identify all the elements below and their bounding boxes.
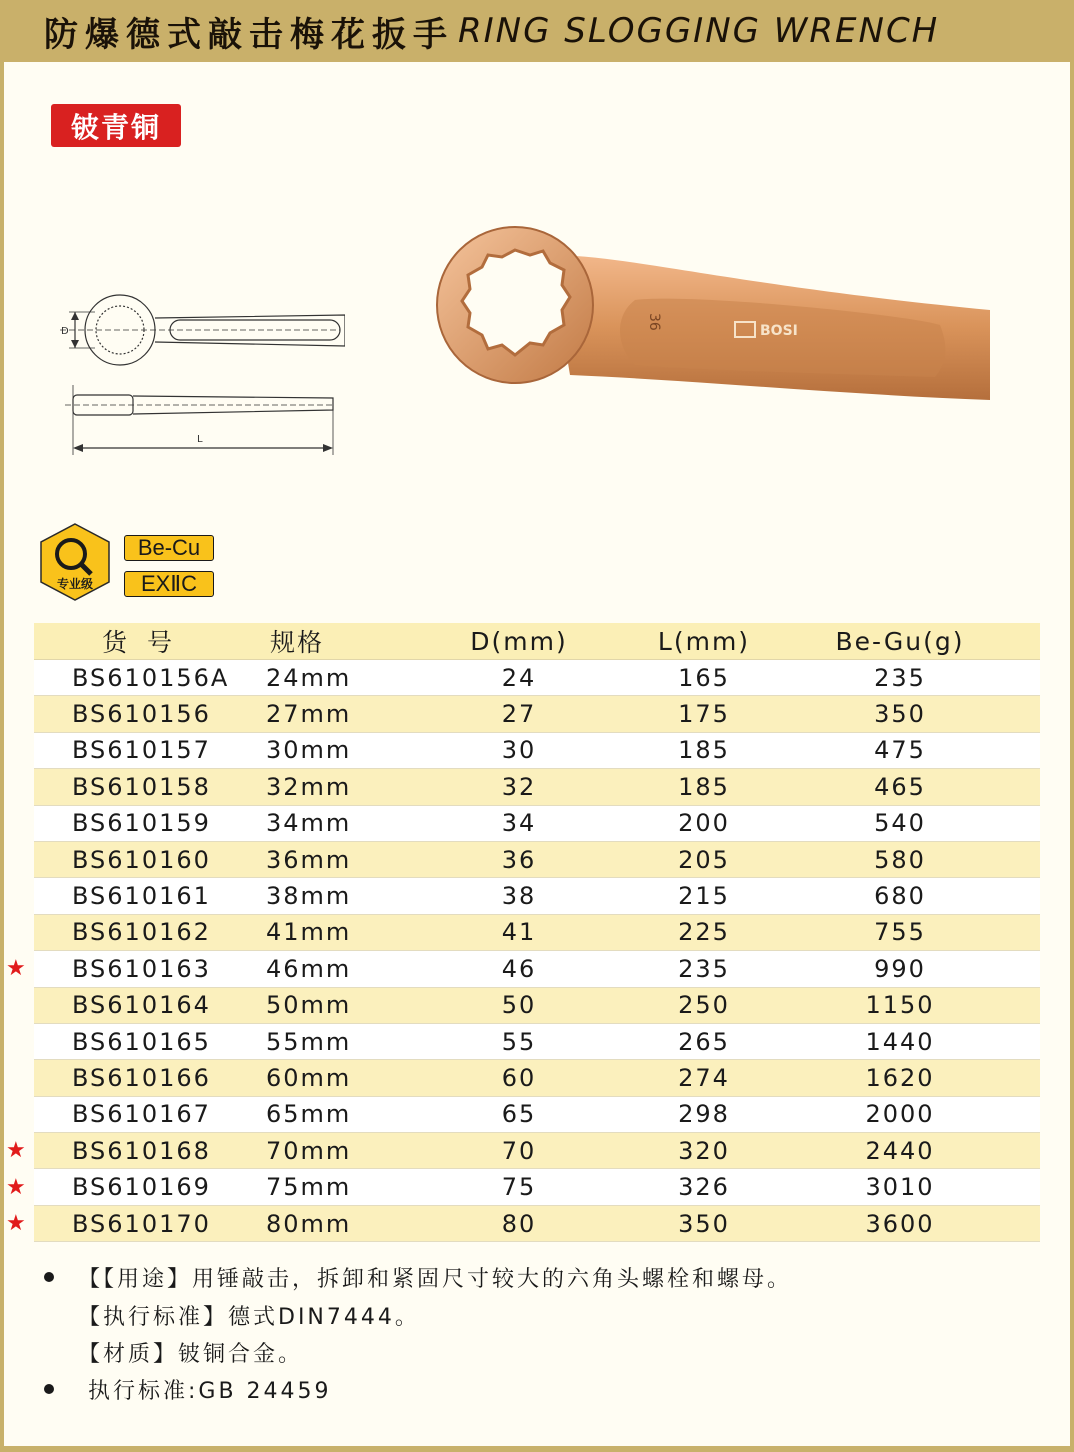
cell-size: 60mm xyxy=(266,1060,390,1096)
cell-l: 326 xyxy=(648,1169,760,1205)
cell-code: BS610156A xyxy=(34,660,266,696)
cell-d: 60 xyxy=(390,1060,648,1096)
cell-weight: 350 xyxy=(760,696,1040,732)
cell-l: 265 xyxy=(648,1023,760,1059)
cell-d: 27 xyxy=(390,696,648,732)
cell-d: 34 xyxy=(390,805,648,841)
bullet-icon xyxy=(44,1272,54,1282)
cell-weight: 1440 xyxy=(760,1023,1040,1059)
cell-weight: 475 xyxy=(760,732,1040,768)
cell-code: BS610158 xyxy=(34,769,266,805)
cell-code: BS610164 xyxy=(34,987,266,1023)
material-tag: 铍青铜 xyxy=(51,104,181,147)
cell-l: 250 xyxy=(648,987,760,1023)
cell-size: 24mm xyxy=(266,660,390,696)
header-size: 规格 xyxy=(266,623,390,660)
badge-hex-label: 专业级 xyxy=(56,577,94,591)
cell-code: BS610170 xyxy=(34,1205,266,1241)
cell-code: BS610165 xyxy=(34,1023,266,1059)
table-row xyxy=(34,696,1040,732)
table-row xyxy=(34,732,1040,768)
table-row xyxy=(34,987,1040,1023)
star-icon: ★ xyxy=(6,1174,26,1200)
cell-weight: 2000 xyxy=(760,1096,1040,1132)
cell-d: 41 xyxy=(390,914,648,950)
table-row xyxy=(34,1205,1040,1241)
size-stamp: 36 xyxy=(646,313,662,331)
note-standard-gb: 执行标准:GB 24459 xyxy=(88,1379,332,1404)
brand-stamp: BOSI xyxy=(760,323,798,339)
table-header-row xyxy=(34,623,1040,660)
cell-size: 36mm xyxy=(266,841,390,877)
dimension-d-label: D xyxy=(61,326,69,337)
explosion-class-badge: EXⅡC xyxy=(124,571,214,597)
cell-d: 65 xyxy=(390,1096,648,1132)
title-en: RING SLOGGING WRENCH xyxy=(458,11,940,51)
cell-code: BS610161 xyxy=(34,878,266,914)
cell-l: 185 xyxy=(648,732,760,768)
cell-d: 55 xyxy=(390,1023,648,1059)
header-d: D(mm) xyxy=(390,623,648,660)
cell-code: BS610166 xyxy=(34,1060,266,1096)
cell-size: 38mm xyxy=(266,878,390,914)
cell-d: 36 xyxy=(390,841,648,877)
cell-d: 75 xyxy=(390,1169,648,1205)
cell-code: BS610169 xyxy=(34,1169,266,1205)
note-material: 【材质】铍铜合金。 xyxy=(78,1342,304,1367)
cell-d: 80 xyxy=(390,1205,648,1241)
table-row xyxy=(34,1096,1040,1132)
technical-drawing xyxy=(55,290,345,460)
table-row xyxy=(34,1060,1040,1096)
cell-size: 65mm xyxy=(266,1096,390,1132)
professional-grade-icon xyxy=(35,522,115,602)
cell-size: 34mm xyxy=(266,805,390,841)
cell-l: 215 xyxy=(648,878,760,914)
note-usage: 【【用途】用锤敲击，拆卸和紧固尺寸较大的六角头螺栓和螺母。 xyxy=(78,1267,793,1292)
table-row xyxy=(34,914,1040,950)
cell-l: 350 xyxy=(648,1205,760,1241)
cell-l: 225 xyxy=(648,914,760,950)
cell-weight: 540 xyxy=(760,805,1040,841)
cell-d: 46 xyxy=(390,951,648,987)
cell-d: 32 xyxy=(390,769,648,805)
table-row xyxy=(34,841,1040,877)
cell-d: 70 xyxy=(390,1133,648,1169)
cell-code: BS610160 xyxy=(34,841,266,877)
cell-code: BS610157 xyxy=(34,732,266,768)
cell-l: 185 xyxy=(648,769,760,805)
cell-d: 50 xyxy=(390,987,648,1023)
cell-weight: 1150 xyxy=(760,987,1040,1023)
cell-l: 320 xyxy=(648,1133,760,1169)
table-row xyxy=(34,805,1040,841)
cell-code: BS610156 xyxy=(34,696,266,732)
table-row xyxy=(34,1133,1040,1169)
cell-size: 30mm xyxy=(266,732,390,768)
star-icon: ★ xyxy=(6,956,26,982)
cell-weight: 235 xyxy=(760,660,1040,696)
cell-size: 27mm xyxy=(266,696,390,732)
cell-l: 200 xyxy=(648,805,760,841)
cell-l: 165 xyxy=(648,660,760,696)
star-icon: ★ xyxy=(6,1138,26,1164)
cell-code: BS610159 xyxy=(34,805,266,841)
cell-d: 24 xyxy=(390,660,648,696)
cell-l: 274 xyxy=(648,1060,760,1096)
cell-weight: 2440 xyxy=(760,1133,1040,1169)
cell-weight: 580 xyxy=(760,841,1040,877)
material-badge: Be-Cu xyxy=(124,535,214,561)
table-row xyxy=(34,660,1040,696)
cell-weight: 1620 xyxy=(760,1060,1040,1096)
cell-weight: 3010 xyxy=(760,1169,1040,1205)
table-row xyxy=(34,769,1040,805)
cell-size: 46mm xyxy=(266,951,390,987)
cell-l: 298 xyxy=(648,1096,760,1132)
cell-l: 235 xyxy=(648,951,760,987)
cell-code: BS610167 xyxy=(34,1096,266,1132)
cell-size: 55mm xyxy=(266,1023,390,1059)
cell-size: 70mm xyxy=(266,1133,390,1169)
cell-size: 75mm xyxy=(266,1169,390,1205)
cell-size: 50mm xyxy=(266,987,390,1023)
cell-weight: 755 xyxy=(760,914,1040,950)
cell-d: 38 xyxy=(390,878,648,914)
note-standard-din: 【执行标准】德式DIN7444。 xyxy=(78,1305,420,1330)
cell-l: 205 xyxy=(648,841,760,877)
title-cn: 防爆德式敲击梅花扳手 xyxy=(44,14,454,55)
page-header xyxy=(0,0,1074,62)
header-l: L(mm) xyxy=(648,623,760,660)
cell-weight: 465 xyxy=(760,769,1040,805)
cell-size: 32mm xyxy=(266,769,390,805)
cell-code: BS610163 xyxy=(34,951,266,987)
cell-l: 175 xyxy=(648,696,760,732)
cell-code: BS610162 xyxy=(34,914,266,950)
wrench-photo xyxy=(430,215,1000,415)
cell-weight: 3600 xyxy=(760,1205,1040,1241)
table-row xyxy=(34,951,1040,987)
cell-weight: 990 xyxy=(760,951,1040,987)
header-weight: Be-Gu(g) xyxy=(760,623,1040,660)
cell-d: 30 xyxy=(390,732,648,768)
header-code: 货号 xyxy=(34,623,266,660)
cell-code: BS610168 xyxy=(34,1133,266,1169)
dimension-l-label: L xyxy=(197,434,203,445)
table-row xyxy=(34,878,1040,914)
cell-size: 41mm xyxy=(266,914,390,950)
cell-weight: 680 xyxy=(760,878,1040,914)
star-icon: ★ xyxy=(6,1211,26,1236)
cell-size: 80mm xyxy=(266,1205,390,1241)
table-row xyxy=(34,1023,1040,1059)
bullet-icon xyxy=(44,1384,54,1394)
spec-table xyxy=(34,623,1040,1242)
table-row xyxy=(34,1169,1040,1205)
